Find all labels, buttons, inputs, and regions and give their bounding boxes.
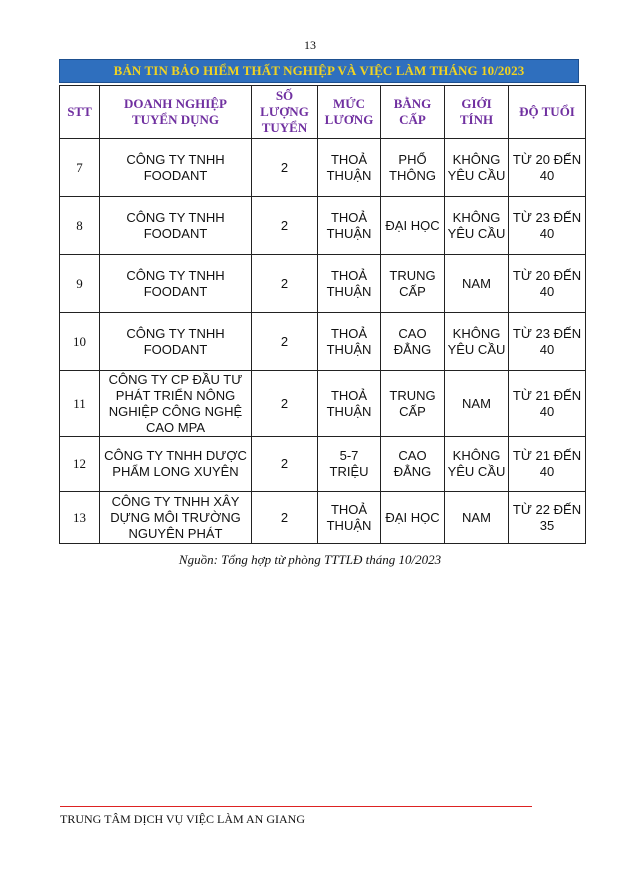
cell-gender: NAM <box>445 492 509 544</box>
cell-age: TỪ 20 ĐẾN 40 <box>509 255 586 313</box>
source-note: Nguồn: Tổng hợp từ phòng TTTLĐ tháng 10/2023 <box>178 552 442 567</box>
cell-gender: KHÔNG YÊU CẦU <box>445 139 509 197</box>
header-stt: STT <box>60 86 100 139</box>
cell-stt: 9 <box>60 255 100 313</box>
cell-quantity: 2 <box>252 437 318 492</box>
cell-stt: 10 <box>60 313 100 371</box>
cell-gender: KHÔNG YÊU CẦU <box>445 197 509 255</box>
table-row <box>60 371 586 437</box>
cell-company: CÔNG TY CP ĐẦU TƯ PHÁT TRIỂN NÔNG NGHIỆP CÔNG NGHỆ CAO MPA <box>100 371 252 437</box>
cell-gender: KHÔNG YÊU CẦU <box>445 437 509 492</box>
cell-stt: 12 <box>60 437 100 492</box>
table-row <box>60 437 586 492</box>
cell-age: TỪ 23 ĐẾN 40 <box>509 313 586 371</box>
table-row <box>60 492 586 544</box>
cell-quantity: 2 <box>252 313 318 371</box>
cell-quantity: 2 <box>252 255 318 313</box>
cell-degree: TRUNG CẤP <box>381 371 445 437</box>
header-company: DOANH NGHIỆP TUYỂN DỤNG <box>100 86 252 139</box>
footer-organization: TRUNG TÂM DỊCH VỤ VIỆC LÀM AN GIANG <box>60 812 306 826</box>
cell-salary: THOẢ THUẬN <box>318 139 381 197</box>
cell-age: TỪ 23 ĐẾN 40 <box>509 197 586 255</box>
cell-salary: THOẢ THUẬN <box>318 197 381 255</box>
cell-age: TỪ 21 ĐẾN 40 <box>509 371 586 437</box>
cell-salary: 5-7 TRIỆU <box>318 437 381 492</box>
cell-age: TỪ 20 ĐẾN 40 <box>509 139 586 197</box>
cell-age: TỪ 22 ĐẾN 35 <box>509 492 586 544</box>
cell-quantity: 2 <box>252 139 318 197</box>
table-row <box>60 313 586 371</box>
cell-salary: THOẢ THUẬN <box>318 255 381 313</box>
cell-stt: 13 <box>60 492 100 544</box>
table-row <box>60 139 586 197</box>
cell-quantity: 2 <box>252 371 318 437</box>
footer-divider <box>60 806 532 807</box>
cell-degree: CAO ĐẲNG <box>381 437 445 492</box>
cell-company: CÔNG TY TNHH XÂY DỰNG MÔI TRƯỜNG NGUYÊN PHÁT <box>100 492 252 544</box>
cell-gender: NAM <box>445 371 509 437</box>
cell-salary: THOẢ THUẬN <box>318 313 381 371</box>
bulletin-title: BẢN TIN BẢO HIỂM THẤT NGHIỆP VÀ VIỆC LÀM THÁNG 10/2023 <box>113 63 525 78</box>
cell-degree: TRUNG CẤP <box>381 255 445 313</box>
bulletin-banner <box>59 59 579 83</box>
cell-stt: 8 <box>60 197 100 255</box>
job-listing-table <box>59 85 586 544</box>
cell-salary: THOẢ THUẬN <box>318 371 381 437</box>
header-age: ĐỘ TUỔI <box>509 86 586 139</box>
cell-stt: 11 <box>60 371 100 437</box>
cell-degree: ĐẠI HỌC <box>381 492 445 544</box>
header-quantity: SỐ LƯỢNG TUYỂN <box>252 86 318 139</box>
cell-company: CÔNG TY TNHH FOODANT <box>100 255 252 313</box>
cell-degree: PHỔ THÔNG <box>381 139 445 197</box>
cell-degree: CAO ĐẲNG <box>381 313 445 371</box>
cell-salary: THOẢ THUẬN <box>318 492 381 544</box>
header-salary: MỨC LƯƠNG <box>318 86 381 139</box>
cell-gender: NAM <box>445 255 509 313</box>
cell-quantity: 2 <box>252 492 318 544</box>
cell-company: CÔNG TY TNHH DƯỢC PHẨM LONG XUYÊN <box>100 437 252 492</box>
cell-company: CÔNG TY TNHH FOODANT <box>100 139 252 197</box>
table-row <box>60 255 586 313</box>
cell-company: CÔNG TY TNHH FOODANT <box>100 313 252 371</box>
header-degree: BẰNG CẤP <box>381 86 445 139</box>
cell-degree: ĐẠI HỌC <box>381 197 445 255</box>
cell-company: CÔNG TY TNHH FOODANT <box>100 197 252 255</box>
cell-gender: KHÔNG YÊU CẦU <box>445 313 509 371</box>
cell-age: TỪ 21 ĐẾN 40 <box>509 437 586 492</box>
page-number: 13 <box>304 38 316 52</box>
cell-stt: 7 <box>60 139 100 197</box>
header-gender: GIỚI TÍNH <box>445 86 509 139</box>
table-row <box>60 197 586 255</box>
table-header-row <box>60 86 586 139</box>
cell-quantity: 2 <box>252 197 318 255</box>
